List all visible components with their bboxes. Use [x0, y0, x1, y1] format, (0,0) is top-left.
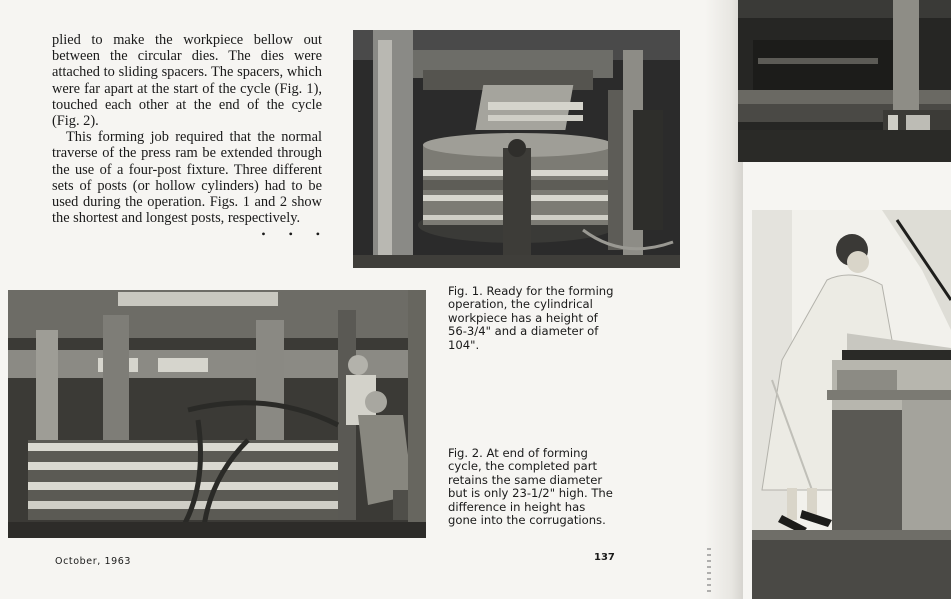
right-page-top-photo	[738, 0, 951, 162]
right-page-bottom-photo	[752, 210, 951, 599]
fig2-caption: Fig. 2. At end of forming cycle, the completed part retains the same diameter but is only 23-1/2" high. The difference in height has gone into the corrugations.	[448, 446, 613, 528]
fig1-caption: Fig. 1. Ready for the forming operation, the cylindrical workpiece has a height of 56-3/4" and a diameter of 104".	[448, 284, 614, 352]
footer-date: October, 1963	[55, 556, 132, 567]
page-number: 137	[594, 552, 615, 563]
article-body-text	[52, 32, 330, 243]
fig1-photo	[353, 30, 680, 268]
end-of-article-mark: • • •	[261, 227, 330, 242]
article-paragraph-1: plied to make the workpiece bellow out between the circular dies. The dies were attached to sliding spacers. The spacers, which were far apart at the start of the cycle (Fig. 1), touched each other at the end of the cycle (Fig. 2).	[52, 32, 322, 130]
margin-scan-marks	[707, 548, 711, 592]
article-paragraph-2	[52, 129, 330, 242]
fig2-photo	[8, 290, 426, 538]
article-paragraph-2-text: This forming job required that the normal traverse of the press ram be extended through the use of a four-post fixture. Three different sets of posts (or hollow cylinders) had to be used during the operation. Figs. 1 and 2 show the shortest and longest posts, respectively.	[52, 129, 322, 227]
